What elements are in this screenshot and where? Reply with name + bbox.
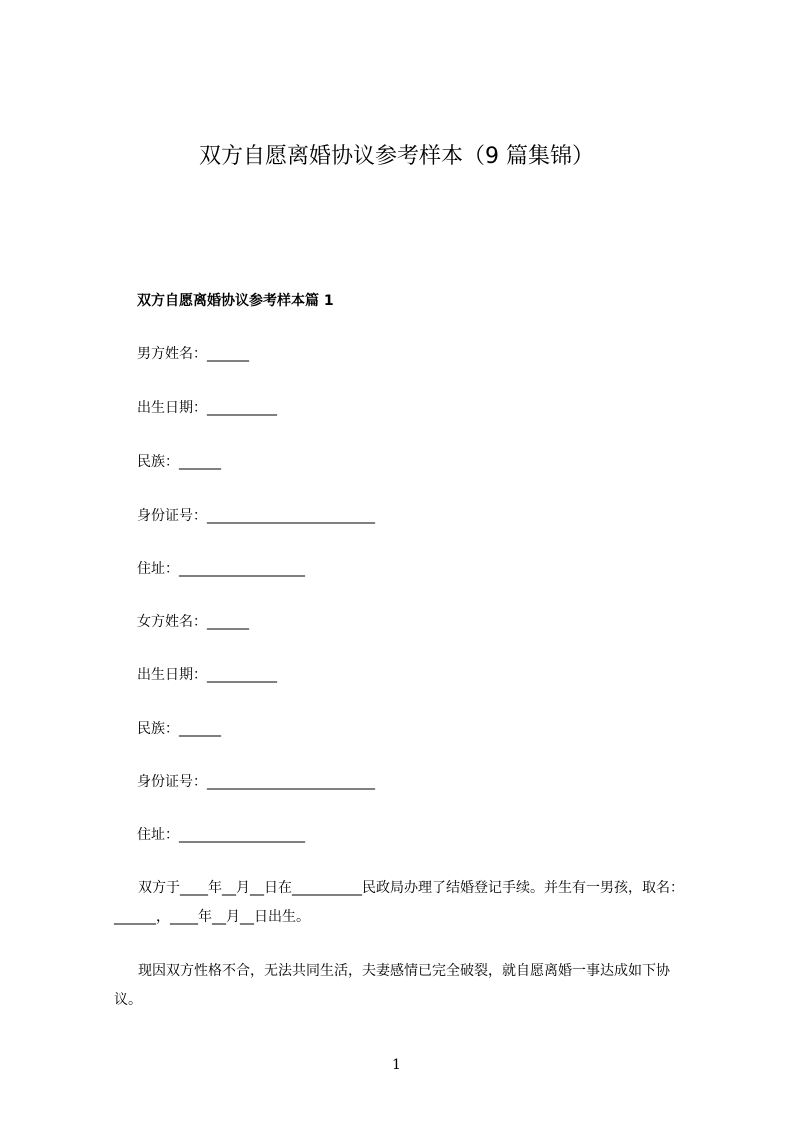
male-ethnicity-field: 民族：______ — [137, 454, 221, 470]
female-birthdate-field: 出生日期：__________ — [137, 667, 277, 683]
marriage-registration-paragraph: 双方于____年__月__日在__________民政局办理了结婚登记手续。并生有一男孩，取名：______，____年__月__日出生。 — [114, 880, 684, 925]
female-ethnicity-field: 民族：______ — [137, 721, 221, 737]
male-birthdate-field: 出生日期：__________ — [137, 400, 277, 416]
male-name-field: 男方姓名：______ — [137, 346, 249, 362]
female-id-number-field: 身份证号：________________________ — [137, 774, 375, 790]
section-heading: 双方自愿离婚协议参考样本篇 1 — [137, 293, 334, 309]
divorce-reason-paragraph: 现因双方性格不合，无法共同生活，夫妻感情已完全破裂，就自愿离婚一事达成如下协议。 — [114, 963, 670, 1008]
male-address-field: 住址：__________________ — [137, 561, 305, 577]
male-id-number-field: 身份证号：________________________ — [137, 508, 375, 524]
page-number: 1 — [392, 1057, 401, 1073]
document-title: 双方自愿离婚协议参考样本（9 篇集锦） — [199, 144, 594, 169]
female-name-field: 女方姓名：______ — [137, 614, 249, 630]
female-address-field: 住址：__________________ — [137, 827, 305, 843]
